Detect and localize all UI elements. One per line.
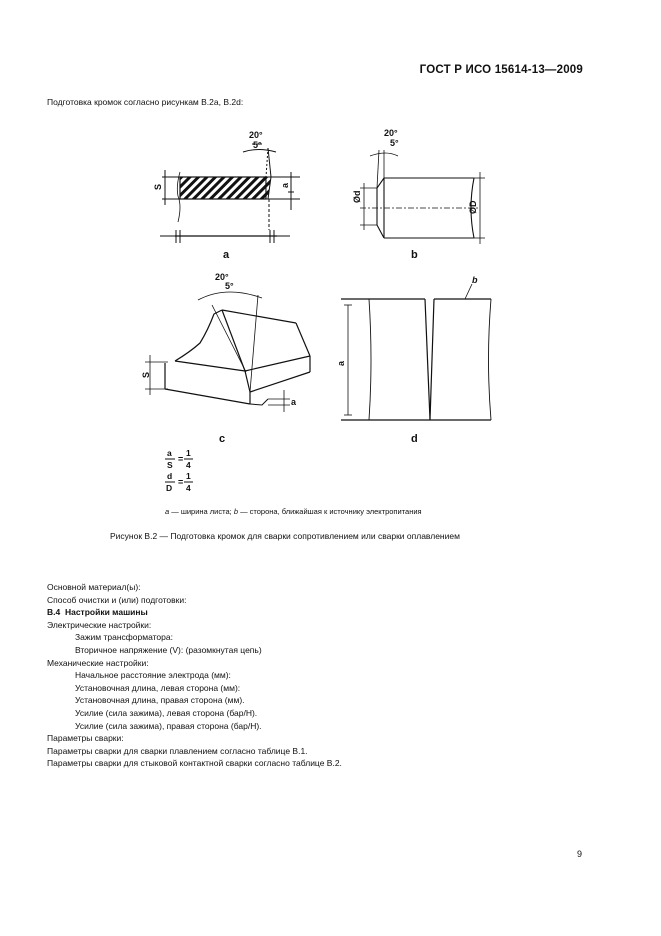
line-weld-params: Параметры сварки:: [47, 733, 124, 744]
line-weld-params-fusion: Параметры сварки для сварки плавлением согласно таблице B.1.: [47, 745, 308, 756]
panel-a-drawing: [160, 144, 300, 243]
ratio-2-num: d: [167, 471, 173, 481]
line-mechanical: Механические настройки:: [47, 657, 149, 668]
ratio-2-eq: =: [178, 477, 184, 487]
ratio-a-over-s: [165, 448, 193, 470]
panel-d-b-mark: b: [472, 275, 478, 285]
panel-b-label: b: [411, 249, 418, 261]
panel-b-angle-outer: 20°: [384, 128, 398, 138]
panel-a-dim-s: S: [153, 183, 163, 190]
ratio-2-val-den: 4: [186, 483, 191, 493]
document-code: ГОСТ Р ИСО 15614-13—2009: [419, 64, 583, 76]
panel-c-angle-inner: 5°: [225, 281, 234, 291]
line-weld-params-butt: Параметры сварки для стыковой контактной сварки согласно таблице B.2.: [47, 758, 342, 769]
panel-d-label: d: [411, 433, 418, 445]
panel-d-drawing: [341, 284, 491, 420]
ratio-1-eq: =: [178, 454, 184, 464]
note-b-text: — сторона, ближайшая к источнику электропитания: [237, 507, 422, 516]
line-setup-left: Установочная длина, левая сторона (мм):: [75, 682, 241, 693]
page-number: 9: [577, 849, 583, 859]
line-force-right: Усилие (сила зажима), правая сторона (бар/Н).: [75, 720, 262, 731]
intro-text: Подготовка кромок согласно рисункам B.2a, B.2d:: [47, 97, 244, 107]
line-setup-right: Установочная длина, правая сторона (мм).: [75, 695, 245, 706]
panel-c-dim-s: S: [141, 371, 151, 378]
line-clamp: Зажим трансформатора:: [75, 632, 173, 643]
panel-a-angle-inner: 5°: [253, 140, 262, 150]
ratio-1-num: a: [167, 448, 172, 458]
ratio-1-val-den: 4: [186, 460, 191, 470]
panel-c-angle-outer: 20°: [215, 272, 229, 282]
panel-b-drawing: [360, 150, 485, 244]
figure-notes: [165, 507, 422, 516]
line-secondary-voltage: Вторичное напряжение (V): (разомкнутая цепь): [75, 644, 262, 655]
section-heading: [47, 606, 342, 619]
note-a-symbol: a: [165, 507, 170, 516]
line-cleaning: Способ очистки и (или) подготовки:: [47, 594, 187, 605]
ratio-1-val-num: 1: [186, 448, 191, 458]
note-b-symbol: b: [233, 507, 238, 516]
line-base-material: Основной материал(ы):: [47, 582, 141, 592]
line-initial-distance: Начальное расстояние электрода (мм):: [75, 670, 231, 681]
ratio-1-den: S: [167, 460, 173, 470]
panel-a-label: a: [223, 249, 230, 261]
panel-d-dim-a: a: [336, 360, 346, 366]
panel-c-label: c: [219, 433, 226, 445]
panel-a-angle-outer: 20°: [249, 130, 263, 140]
line-force-left: Усилие (сила зажима), левая сторона (бар/Н).: [75, 707, 258, 718]
section-number: B.4: [47, 607, 61, 618]
note-a-text: — ширина листа;: [169, 507, 234, 516]
ratio-2-den: D: [166, 483, 173, 493]
panel-b-dim-d: Ød: [352, 190, 362, 203]
panel-b-dim-D: ØD: [468, 200, 478, 214]
ratio-2-val-num: 1: [186, 471, 191, 481]
panel-c-dim-a: a: [291, 397, 297, 407]
form-fields-list: [47, 581, 342, 770]
panel-a-dim-a: a: [280, 182, 290, 188]
ratio-d-over-D: [165, 471, 193, 493]
figure-caption: Рисунок B.2 — Подготовка кромок для сварки сопротивлением или сварки оплавлением: [110, 531, 460, 541]
section-title: Настройки машины: [64, 607, 148, 618]
panel-c-drawing: [145, 292, 310, 412]
line-electrical: Электрические настройки:: [47, 619, 152, 630]
panel-b-angle-inner: 5°: [390, 138, 399, 148]
